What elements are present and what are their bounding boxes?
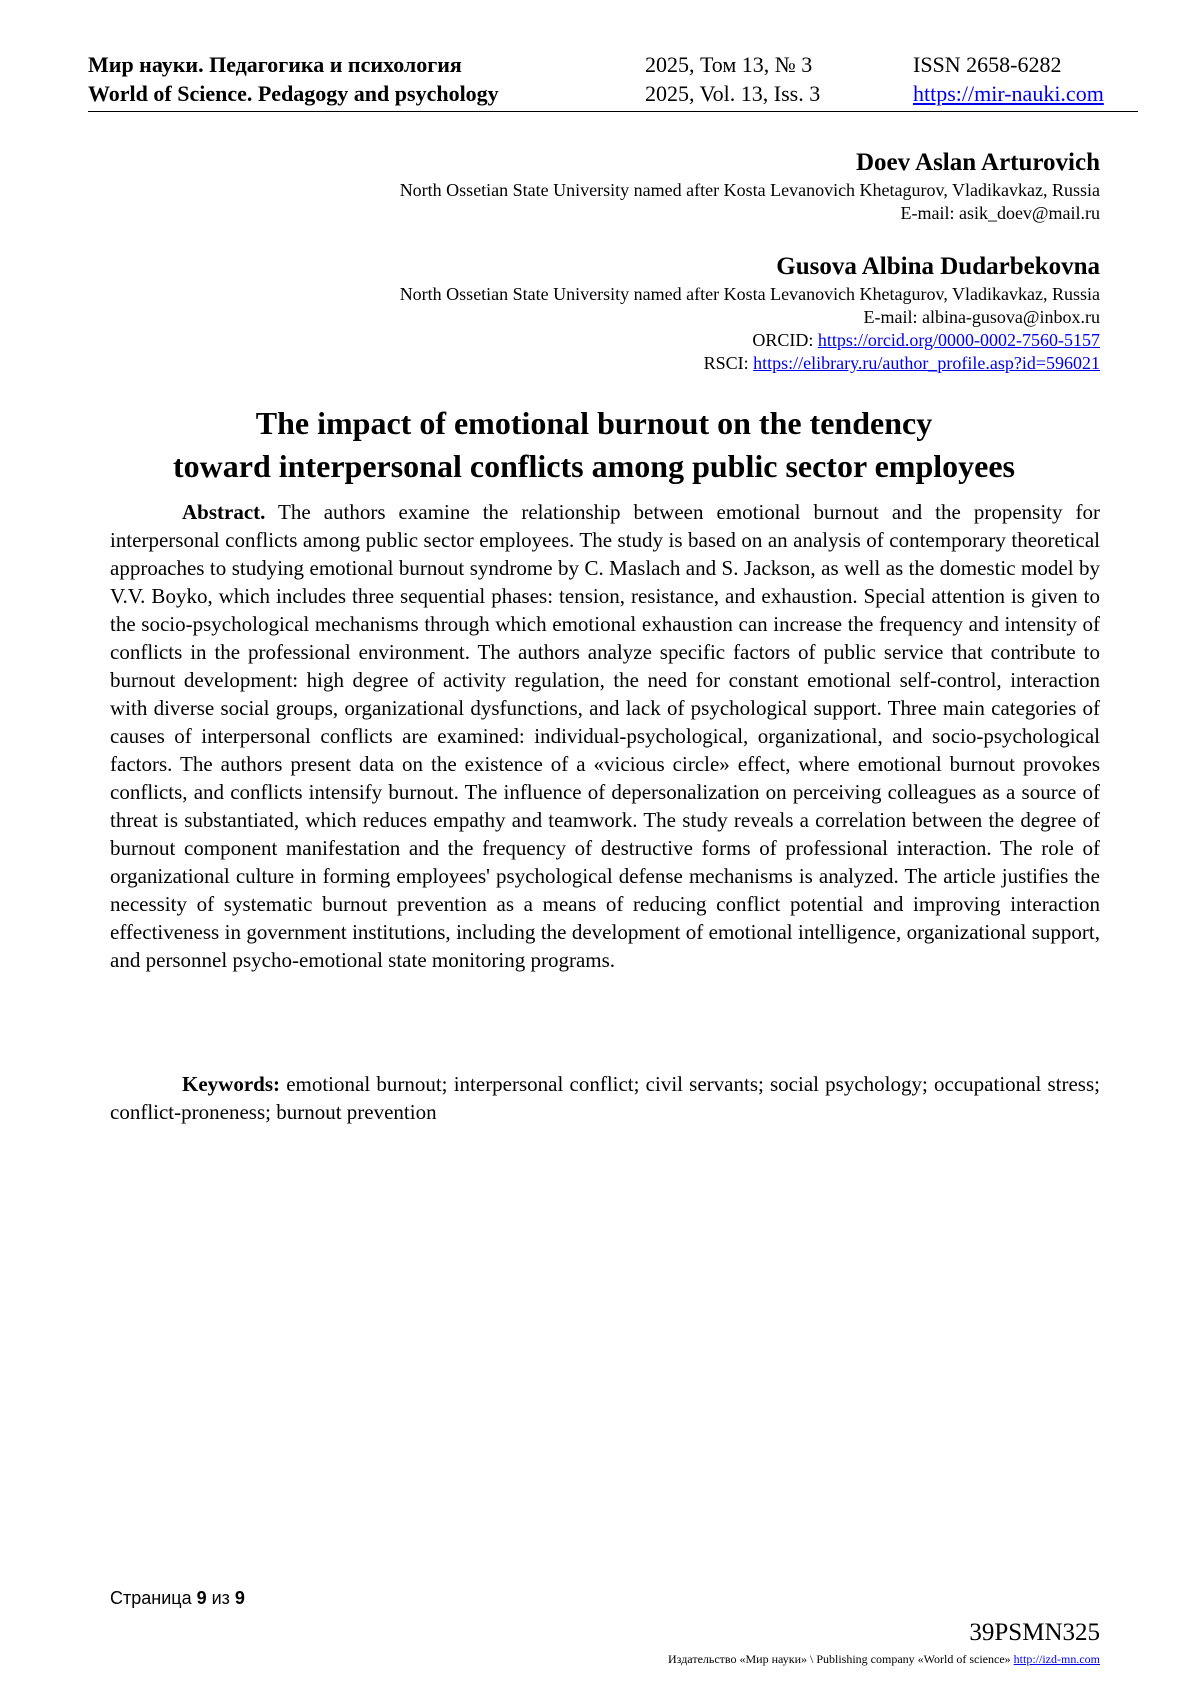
issue-ru: 2025, Том 13, № 3 [645, 52, 813, 77]
header-row-ru [88, 52, 1138, 82]
rsci-link[interactable]: https://elibrary.ru/author_profile.asp?id=596021 [753, 353, 1100, 373]
journal-name-en: World of Science. Pedagogy and psychology [88, 81, 499, 106]
header-row-en [88, 81, 1138, 111]
keywords [110, 1070, 1100, 1126]
issue-en: 2025, Vol. 13, Iss. 3 [645, 81, 821, 106]
journal-website-link[interactable]: https://mir-nauki.com [913, 81, 1104, 106]
title-line-1: The impact of emotional burnout on the tendency [255, 405, 933, 441]
publisher-line [668, 1652, 1100, 1667]
article-code: 39PSMN325 [969, 1619, 1100, 1646]
journal-name-ru: Мир науки. Педагогика и психология [88, 52, 462, 77]
author-orcid [400, 329, 1100, 352]
keywords-text: emotional burnout; interpersonal conflict; civil servants; social psychology; occupational stress; conflict-proneness; burnout prevention [110, 1072, 1100, 1124]
article-title [88, 402, 1100, 488]
abstract-label: Abstract. [182, 500, 266, 524]
keywords-label: Keywords: [182, 1072, 280, 1096]
author-email: E-mail: albina-gusova@inbox.ru [863, 307, 1100, 327]
page-total: 9 [234, 1588, 245, 1608]
author-block-2 [400, 251, 1100, 375]
author-affiliation: North Ossetian State University named after Kosta Levanovich Khetagurov, Vladikavkaz, Russia [399, 284, 1100, 304]
author-email: E-mail: asik_doev@mail.ru [900, 203, 1100, 223]
page-current: 9 [196, 1588, 207, 1608]
author-affiliation: North Ossetian State University named after Kosta Levanovich Khetagurov, Vladikavkaz, Russia [399, 180, 1100, 200]
abstract-text: The authors examine the relationship between emotional burnout and the propensity for interpersonal conflicts among public sector employees. The study is based on an analysis of contemporary theoretical approaches to studying emotional burnout syndrome by C. Maslach and S. Jackson, as well as the domestic model by V.V. Boyko, which includes three sequential phases: tension, resistance, and exhaustion. Special attention is given to the socio-psychological mechanisms through which emotional exhaustion can increase the frequency and intensity of conflicts in the professional environment. The authors analyze specific factors of public service that contribute to burnout development: high degree of activity regulation, the need for constant emotional self-control, interaction with diverse social groups, organizational dysfunctions, and lack of psychological support. Three main categories of causes of interpersonal conflicts are examined: individual-psychological, organizational, and socio-psychological factors. The authors present data on the existence of a «vicious circle» effect, where emotional burnout provokes conflicts, and conflicts intensify burnout. The influence of depersonalization on perceiving colleagues as a source of threat is substantiated, which reduces empathy and teamwork. The study reveals a correlation between the degree of burnout component manifestation and the frequency of destructive forms of professional interaction. The role of organizational culture in forming employees' psychological defense mechanisms is analyzed. The article justifies the necessity of systematic burnout prevention as a means of reducing conflict potential and improving interaction effectiveness in government institutions, including the development of emotional intelligence, organizational support, and personnel psycho-emotional state monitoring programs. [110, 500, 1100, 972]
orcid-link[interactable]: https://orcid.org/0000-0002-7560-5157 [817, 330, 1100, 350]
author-rsci [400, 352, 1100, 375]
publisher-text: Издательство «Мир науки» \ Publishing company «World of science» [668, 1652, 1014, 1666]
page-prefix: Страница [110, 1588, 197, 1608]
author-name: Doev Aslan Arturovich [856, 149, 1100, 176]
page-mid: из [206, 1588, 235, 1608]
rsci-label: RSCI: [703, 353, 754, 373]
abstract [110, 498, 1100, 974]
author-name: Gusova Albina Dudarbekovna [776, 253, 1100, 280]
orcid-label: ORCID: [752, 330, 818, 350]
issn: ISSN 2658-6282 [913, 52, 1062, 77]
page-number [110, 1588, 245, 1609]
author-block-1 [400, 147, 1100, 225]
publisher-link[interactable]: http://izd-mn.com [1013, 1652, 1100, 1666]
journal-header [88, 50, 1138, 112]
title-line-2: toward interpersonal conflicts among public sector employees [173, 448, 1015, 484]
